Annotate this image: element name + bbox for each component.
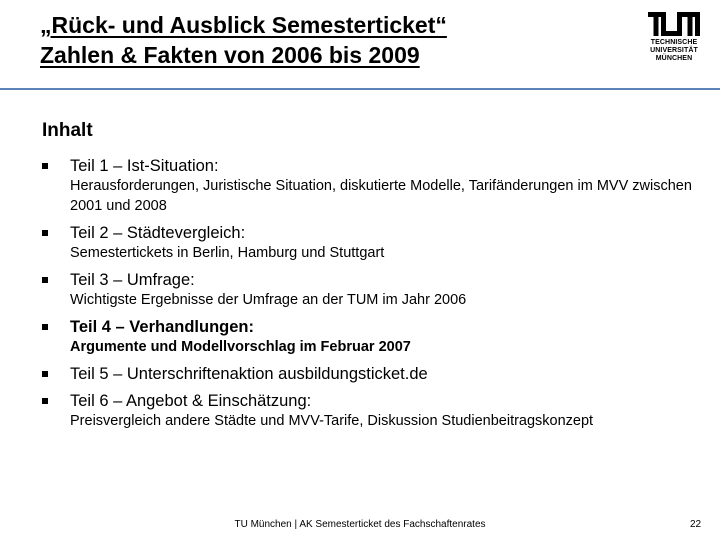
slide-title [40,10,620,70]
agenda-item-5 [42,364,692,384]
section-heading: Inhalt [42,120,93,141]
agenda-item-subtitle: Wichtigste Ergebnisse der Umfrage an der TUM im Jahr 2006 [70,292,467,308]
bullet-icon [42,277,48,283]
agenda-item-subtitle: Herausforderungen, Juristische Situation, diskutierte Modelle, Tarifänderungen im MVV zwischen 2001 und 2008 [70,178,692,214]
bullet-icon [42,371,48,377]
title-line-1: „Rück- und Ausblick Semesterticket“ [40,12,447,38]
tum-logo [646,12,702,63]
agenda-item-subtitle: Argumente und Modellvorschlag im Februar 2007 [70,339,411,355]
page-number: 22 [690,519,702,530]
agenda-item-title: Teil 3 – Umfrage: [70,271,195,289]
logo-line-1: TECHNISCHE [650,39,698,46]
agenda-item-subtitle: Preisvergleich andere Städte und MVV-Tarife, Diskussion Studienbeitragskonzept [70,413,594,429]
logo-line-2: UNIVERSITÄT [650,47,698,54]
agenda-item-subtitle: Semestertickets in Berlin, Hamburg und Stuttgart [70,245,385,261]
bullet-icon [42,398,48,404]
agenda-item-title: Teil 1 – Ist-Situation: [70,157,219,175]
bullet-icon [42,230,48,236]
agenda-item-4 [42,317,692,357]
tum-logo-icon [648,12,700,36]
agenda-item-title: Teil 4 – Verhandlungen: [70,318,254,336]
logo-line-3: MÜNCHEN [655,55,693,62]
bullet-icon [42,324,48,330]
header-divider [0,88,720,90]
agenda-item-2 [42,223,692,263]
agenda-item-6 [42,391,692,431]
agenda-list [42,156,692,438]
agenda-item-title: Teil 6 – Angebot & Einschätzung: [70,392,312,410]
agenda-item-3 [42,270,692,310]
agenda-item-1 [42,156,692,216]
agenda-item-title: Teil 2 – Städtevergleich: [70,224,246,242]
title-line-2: Zahlen & Fakten von 2006 bis 2009 [40,42,420,68]
agenda-item-title: Teil 5 – Unterschriftenaktion ausbildungsticket.de [70,365,428,383]
bullet-icon [42,163,48,169]
footer-text: TU München | AK Semesterticket des Fachschaftenrates [234,519,486,530]
